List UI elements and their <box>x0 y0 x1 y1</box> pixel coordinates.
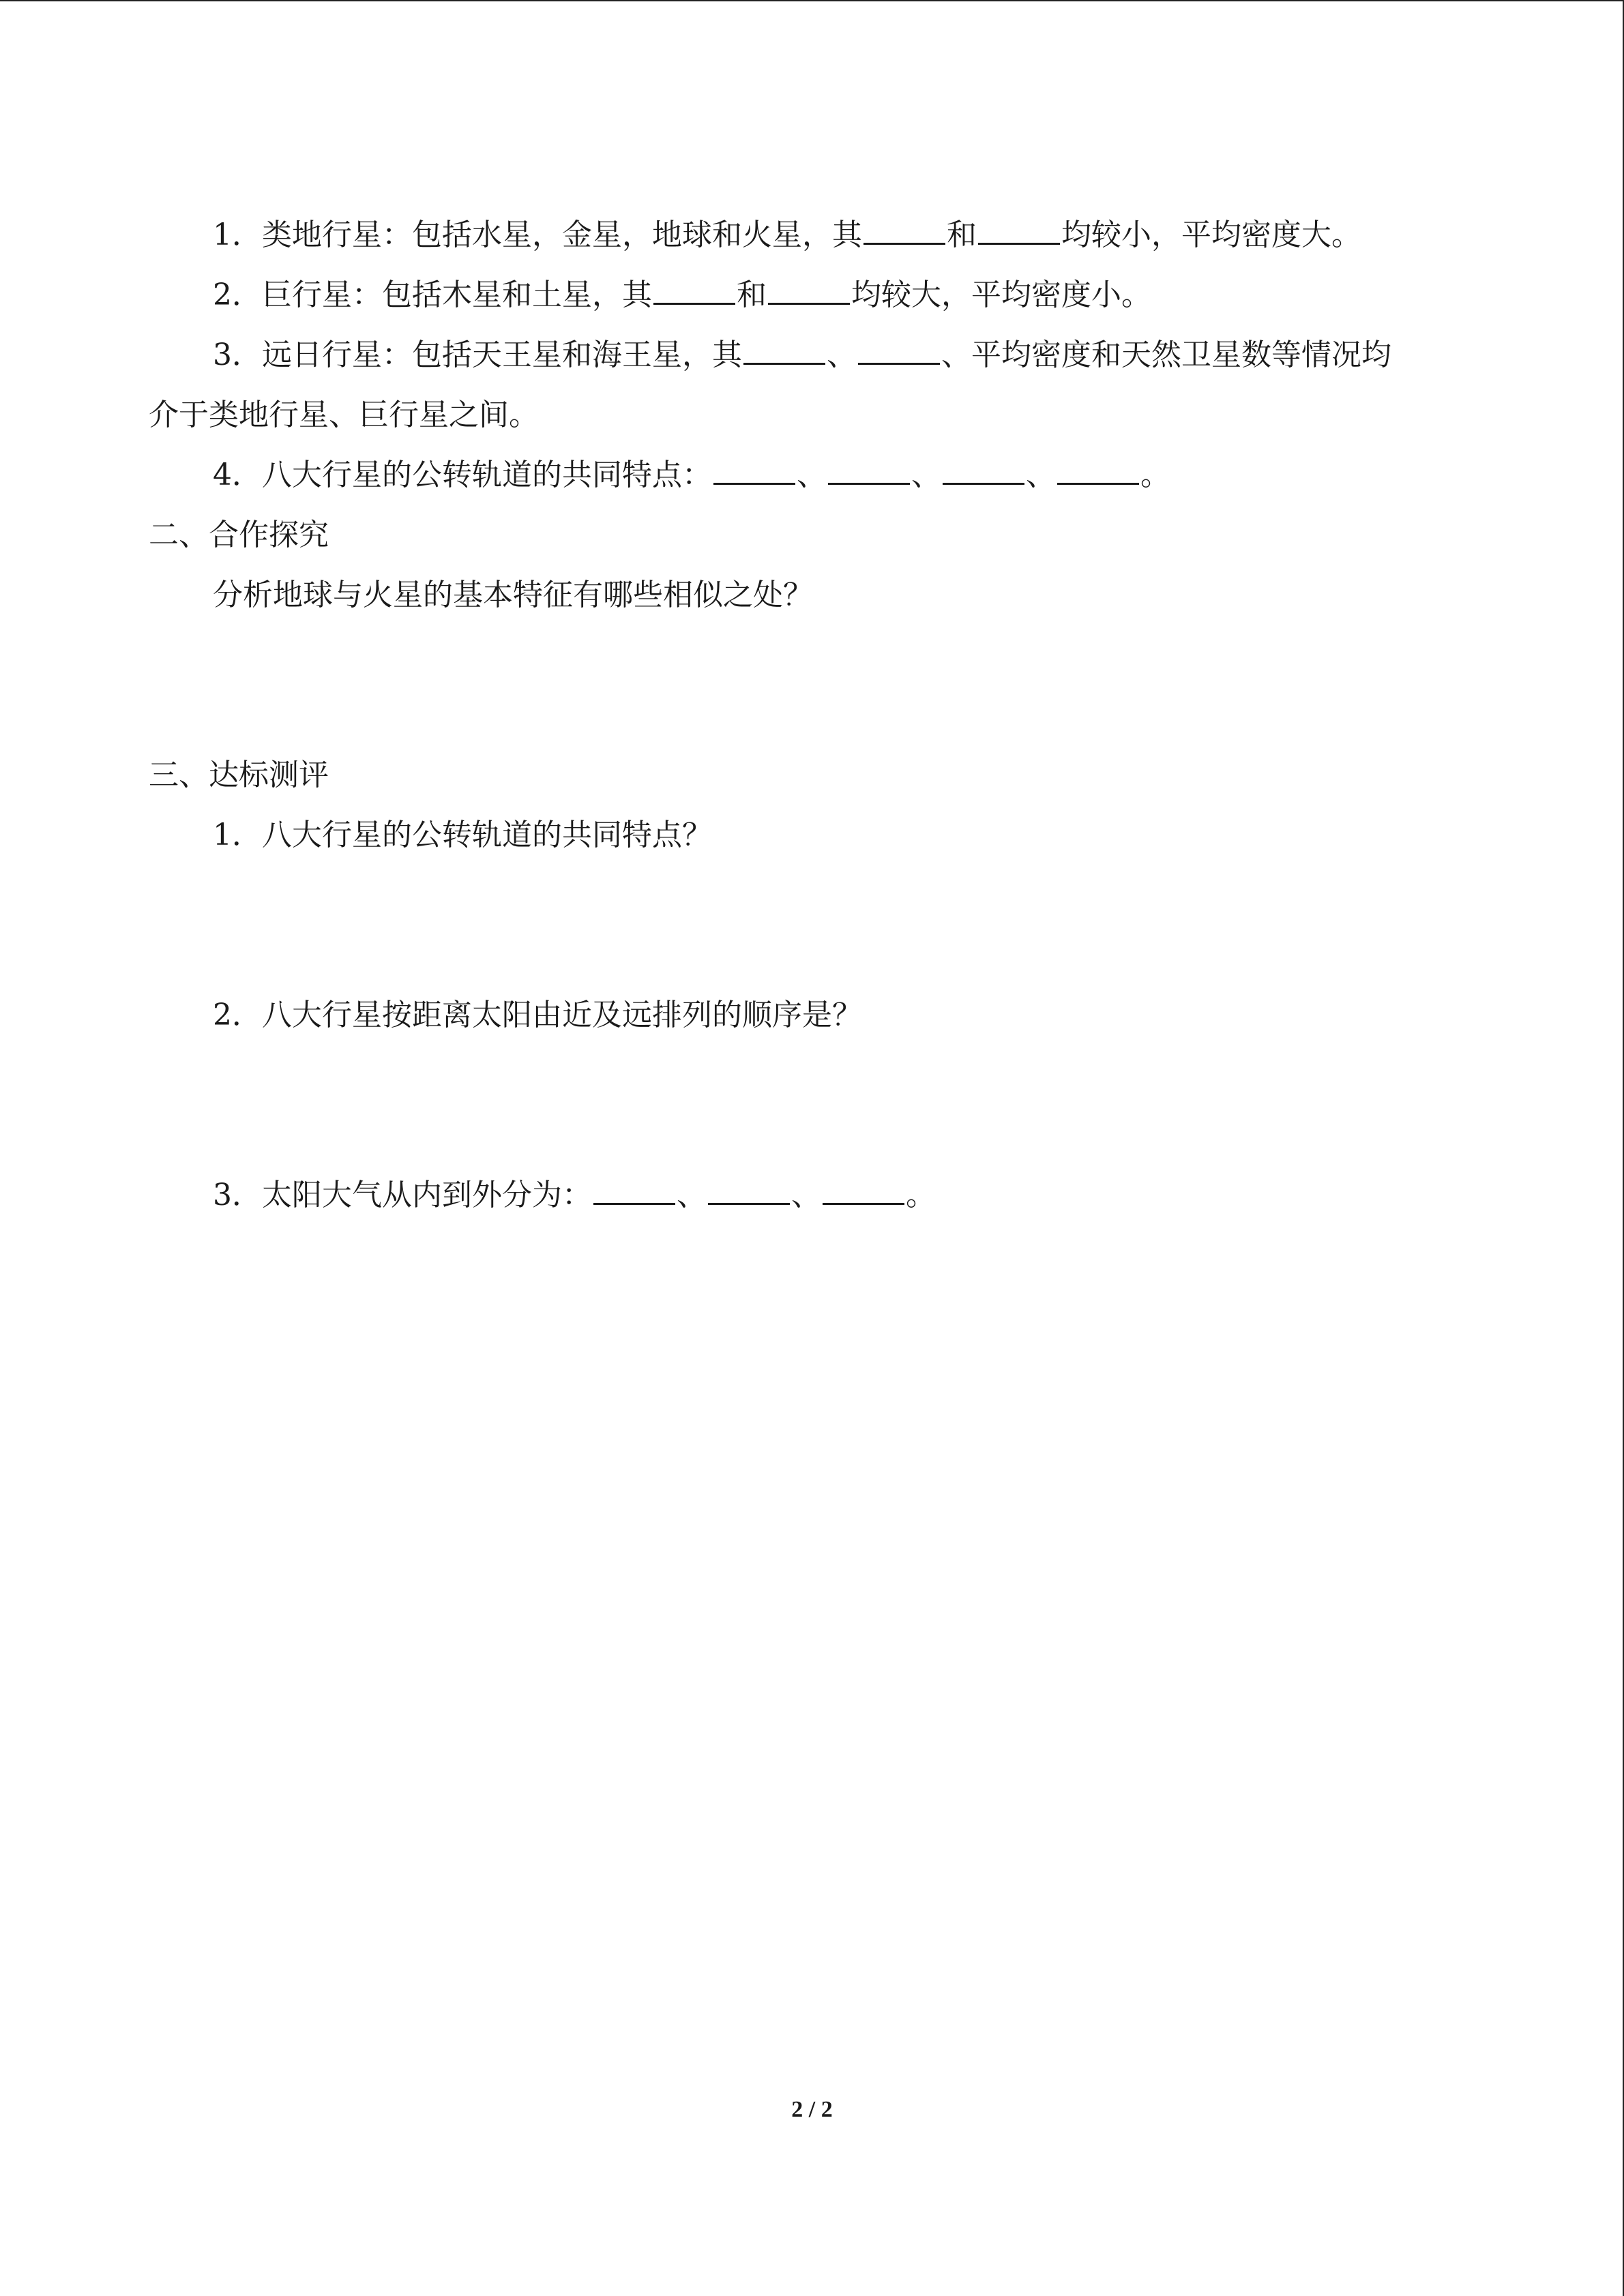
s1-q1-text-b: 和 <box>947 218 977 252</box>
s1-q4 <box>213 455 1170 496</box>
s1-q1-text-a: 1．类地行星：包括水星，金星，地球和火星，其 <box>213 218 862 252</box>
blank <box>768 275 850 305</box>
blank <box>858 336 940 365</box>
s1-q4-text: 4．八大行星的公转轨道的共同特点： <box>213 458 712 492</box>
sep: 、 <box>797 458 827 492</box>
s3-q2: 2．八大行星按距离太阳由近及远排列的顺序是？ <box>213 998 862 1032</box>
s1-q3-text-a: 3．远日行星：包括天王星和海王星，其 <box>213 338 742 372</box>
page-top-border <box>0 0 1623 1</box>
s3-q1: 1．八大行星的公转轨道的共同特点？ <box>213 818 712 852</box>
s1-q2-text-b: 和 <box>737 278 767 312</box>
s1-q3-text-c: 、平均密度和天然卫星数等情况均 <box>941 338 1391 372</box>
section3-heading: 三、达标测评 <box>149 758 329 792</box>
blank <box>593 1176 675 1205</box>
blank <box>943 456 1024 485</box>
section2-question: 分析地球与火星的基本特征有哪些相似之处？ <box>213 578 813 612</box>
sep: 、 <box>791 1178 821 1212</box>
s1-q3 <box>213 335 1391 376</box>
blank <box>828 456 910 485</box>
end-mark: 。 <box>1140 458 1170 492</box>
s1-q1 <box>213 215 1361 256</box>
page-number: 2 / 2 <box>791 2097 833 2122</box>
blank <box>823 1176 904 1205</box>
s3-q3 <box>213 1175 936 1216</box>
blank <box>708 1176 790 1205</box>
s1-q1-text-c: 均较小，平均密度大。 <box>1061 218 1361 252</box>
s1-q3-continuation: 介于类地行星、巨行星之间。 <box>149 398 539 432</box>
s1-q2 <box>213 275 1151 316</box>
blank <box>713 456 795 485</box>
blank <box>978 215 1060 245</box>
s1-q3-text-b: 、 <box>827 338 857 372</box>
sep: 、 <box>677 1178 707 1212</box>
blank <box>1057 456 1139 485</box>
section2-heading: 二、合作探究 <box>149 518 329 552</box>
blank <box>653 275 735 305</box>
blank <box>743 336 825 365</box>
blank <box>863 215 945 245</box>
end-mark: 。 <box>906 1178 936 1212</box>
s3-q3-text: 3．太阳大气从内到外分为： <box>213 1178 592 1212</box>
sep: 、 <box>911 458 941 492</box>
s1-q2-text-a: 2．巨行星：包括木星和土星，其 <box>213 278 652 312</box>
s1-q2-text-c: 均较大，平均密度小。 <box>851 278 1151 312</box>
sep: 、 <box>1026 458 1056 492</box>
